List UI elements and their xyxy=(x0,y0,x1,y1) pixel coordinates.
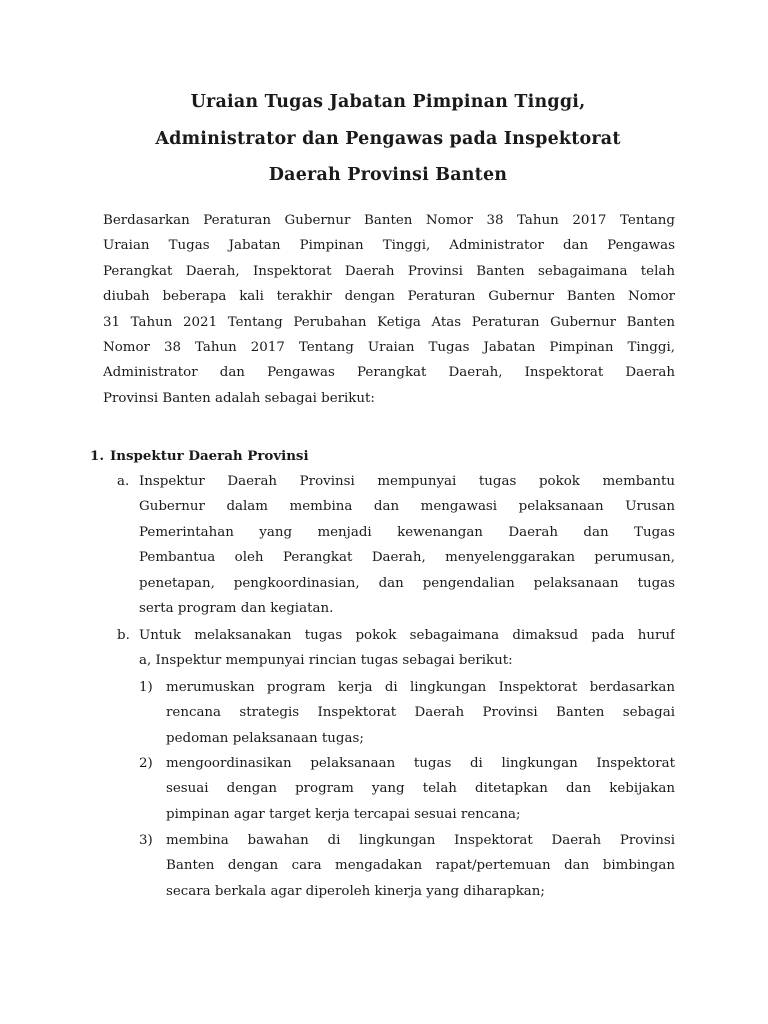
intro-line: diubah beberapa kali terakhir dengan Peraturan Gubernur Banten Nomor xyxy=(103,289,675,305)
sublist-marker-1: 1) xyxy=(139,680,153,695)
sublist-marker-2: 2) xyxy=(139,756,153,771)
title-line-2: Administrator dan Pengawas pada Inspektorat xyxy=(155,128,621,149)
item-line: Untuk melaksanakan tugas pokok sebagaimana dimaksud pada huruf xyxy=(139,628,675,643)
title-line-1: Uraian Tugas Jabatan Pimpinan Tinggi, xyxy=(190,92,586,112)
list-marker-a: a. xyxy=(117,474,130,489)
intro-line: Nomor 38 Tahun 2017 Tentang Uraian Tugas Jabatan Pimpinan Tinggi, xyxy=(103,339,675,355)
intro-line: Berdasarkan Peraturan Gubernur Banten Nomor 38 Tahun 2017 Tentang xyxy=(103,213,675,228)
list-item-b xyxy=(139,623,675,674)
intro-line: Perangkat Daerah, Inspektorat Daerah Provinsi Banten sebagaimana telah xyxy=(103,263,675,279)
subitem-line: Banten dengan cara mengadakan rapat/pertemuan dan bimbingan xyxy=(166,858,675,874)
section-number: 1. xyxy=(90,448,104,464)
intro-line: Uraian Tugas Jabatan Pimpinan Tinggi, Administrator dan Pengawas xyxy=(103,238,675,254)
subitem-line: membina bawahan di lingkungan Inspektorat Daerah Provinsi xyxy=(166,833,675,848)
item-line: serta program dan kegiatan. xyxy=(139,600,334,616)
sublist-item-1 xyxy=(166,675,675,751)
subitem-line: pimpinan agar target kerja tercapai sesuai rencana; xyxy=(166,806,521,822)
subitem-line: pedoman pelaksanaan tugas; xyxy=(166,730,364,746)
intro-line: 31 Tahun 2021 Tentang Perubahan Ketiga Atas Peraturan Gubernur Banten xyxy=(103,314,675,330)
item-line: Pembantua oleh Perangkat Daerah, menyelenggarakan perumusan, xyxy=(139,550,675,566)
subitem-line: rencana strategis Inspektorat Daerah Provinsi Banten sebagai xyxy=(166,705,675,721)
intro-line: Provinsi Banten adalah sebagai berikut: xyxy=(103,390,375,406)
list-marker-b: b. xyxy=(117,628,130,643)
intro-paragraph xyxy=(103,208,675,411)
sublist-item-3 xyxy=(166,828,675,904)
title-line-3: Daerah Provinsi Banten xyxy=(268,165,508,185)
subitem-line: merumuskan program kerja di lingkungan Inspektorat berdasarkan xyxy=(166,680,675,695)
intro-line: Administrator dan Pengawas Perangkat Daerah, Inspektorat Daerah xyxy=(103,365,675,381)
subitem-line: sesuai dengan program yang telah ditetapkan dan kebijakan xyxy=(166,781,675,797)
item-line: Pemerintahan yang menjadi kewenangan Daerah dan Tugas xyxy=(139,524,675,540)
item-line: Gubernur dalam membina dan mengawasi pelaksanaan Urusan xyxy=(139,499,675,515)
document-title xyxy=(100,84,676,194)
section-heading xyxy=(90,444,309,469)
item-line: penetapan, pengkoordinasian, dan pengendalian pelaksanaan tugas xyxy=(139,575,675,591)
item-line: a, Inspektur mempunyai rincian tugas sebagai berikut: xyxy=(139,653,513,669)
subitem-line: mengoordinasikan pelaksanaan tugas di lingkungan Inspektorat xyxy=(166,756,675,771)
list-item-a xyxy=(139,469,675,621)
item-line: Inspektur Daerah Provinsi mempunyai tugas pokok membantu xyxy=(139,474,675,489)
sublist-item-2 xyxy=(166,751,675,827)
section-heading-text: Inspektur Daerah Provinsi xyxy=(110,448,309,464)
subitem-line: secara berkala agar diperoleh kinerja yang diharapkan; xyxy=(166,883,545,899)
sublist-marker-3: 3) xyxy=(139,833,153,848)
